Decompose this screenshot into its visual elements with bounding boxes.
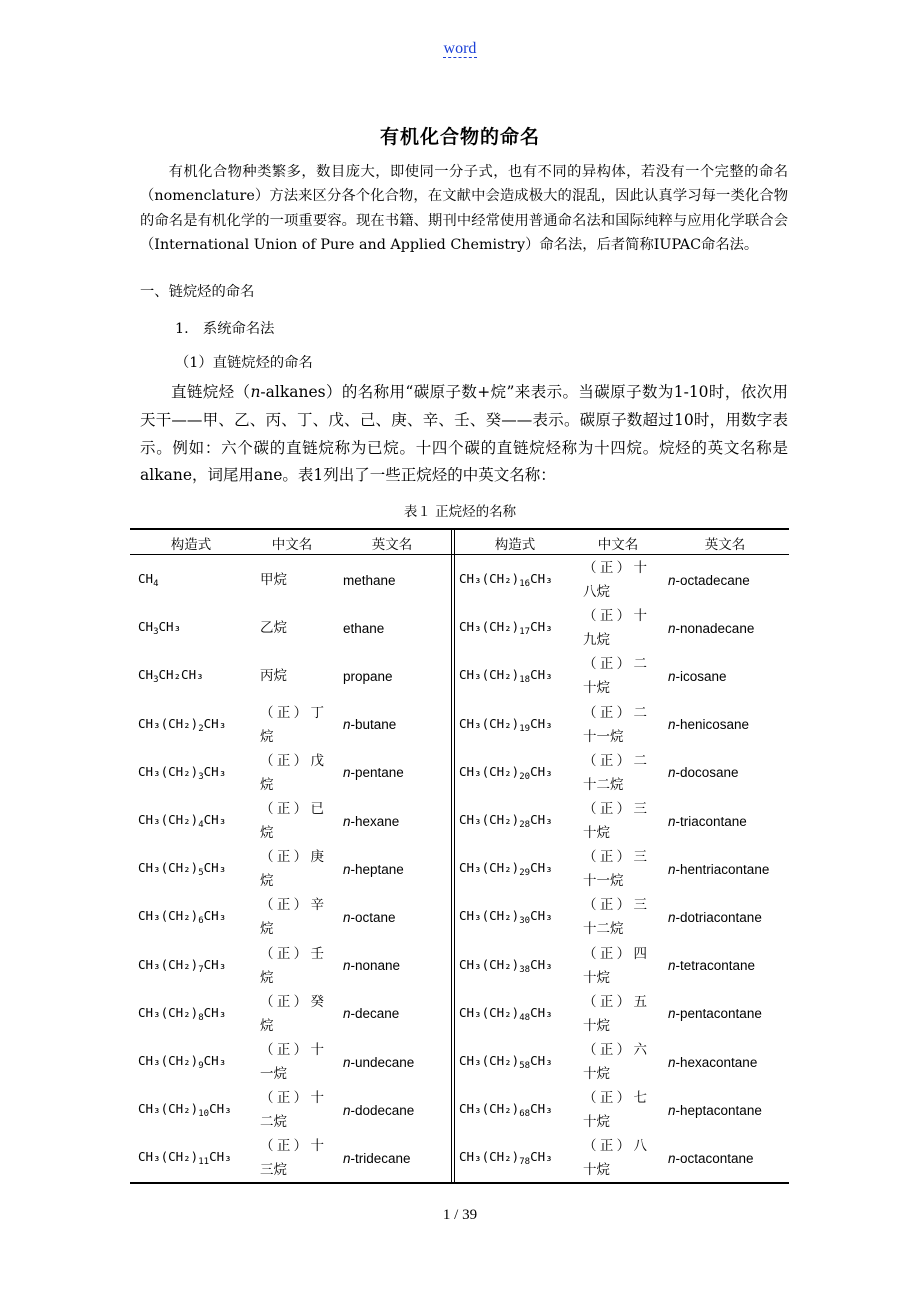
table-row xyxy=(130,1038,789,1086)
english-name: n-triacontane xyxy=(668,813,747,829)
col-header-chinese: 中文名 xyxy=(597,537,639,553)
english-name: n-octacontane xyxy=(668,1150,754,1166)
english-name: n-hentriacontane xyxy=(668,861,770,877)
chinese-name: （正）已烷 xyxy=(260,801,324,841)
col-header-english: 英文名 xyxy=(371,537,413,553)
para-italic-n: n xyxy=(250,383,261,401)
structural-formula: $CH_3(CH_2)_4CH_3$ xyxy=(138,812,227,830)
english-name: propane xyxy=(343,668,393,684)
structural-formula: $CH_3(CH_2)_{11}CH_3$ xyxy=(138,1149,232,1168)
table-row xyxy=(130,845,789,893)
english-name: n-undecane xyxy=(343,1054,415,1070)
subsubsection-heading: （1）直链烷烃的命名 xyxy=(175,355,313,371)
structural-formula: $CH_3(CH_2)_{30}CH_3$ xyxy=(459,908,553,927)
section-heading: 一、链烷烃的命名 xyxy=(140,284,255,300)
chinese-name: （正）六十烷 xyxy=(583,1042,647,1082)
chinese-name: （正）四十烷 xyxy=(583,945,647,986)
table-row xyxy=(130,797,789,845)
table-row xyxy=(130,701,789,749)
table-header-rule xyxy=(130,554,789,555)
table-row xyxy=(130,556,789,604)
col-header-formula: 构造式 xyxy=(494,537,536,553)
chinese-name: （正）五十烷 xyxy=(583,993,647,1034)
english-name: methane xyxy=(343,572,396,588)
structural-formula: $CH_3(CH_2)_9CH_3$ xyxy=(138,1053,227,1071)
structural-formula: $CH_3(CH_2)_{28}CH_3$ xyxy=(459,812,553,830)
chinese-name: （正）二十二烷 xyxy=(583,752,647,793)
english-name: n-octadecane xyxy=(668,572,750,588)
chinese-name: （正）十二烷 xyxy=(260,1090,324,1131)
english-name: n-pentacontane xyxy=(668,1006,762,1022)
structural-formula: $CH_3CH_3$ xyxy=(138,619,182,638)
chinese-name: （正）癸烷 xyxy=(260,993,324,1034)
english-name: n-octane xyxy=(343,909,396,925)
english-name: n-docosane xyxy=(668,765,739,781)
page-header xyxy=(0,40,920,58)
alkane-paragraph xyxy=(140,379,788,490)
english-name: n-hexacontane xyxy=(668,1054,758,1070)
structural-formula: $CH_3CH_2CH_3$ xyxy=(138,667,204,686)
table-top-rule xyxy=(130,528,789,530)
structural-formula: $CH_3(CH_2)_8CH_3$ xyxy=(138,1004,227,1023)
structural-formula: $CH_3(CH_2)_{17}CH_3$ xyxy=(459,619,553,638)
table-row xyxy=(130,942,789,990)
english-name: n-butane xyxy=(343,717,397,733)
structural-formula: $CH_3(CH_2)_{48}CH_3$ xyxy=(459,1004,553,1023)
english-name: n-decane xyxy=(343,1006,400,1022)
table-row xyxy=(130,749,789,797)
structural-formula: $CH_3(CH_2)_{38}CH_3$ xyxy=(459,956,553,975)
col-header-chinese: 中文名 xyxy=(271,537,313,553)
structural-formula: $CH_3(CH_2)_{16}CH_3$ xyxy=(459,571,553,589)
chinese-name: （正）庚烷 xyxy=(260,849,324,890)
english-name: n-icosane xyxy=(668,668,727,684)
table-row xyxy=(130,1134,789,1182)
structural-formula: $CH_3(CH_2)_3CH_3$ xyxy=(138,763,227,782)
english-name: ethane xyxy=(343,620,385,636)
structural-formula: $CH_3(CH_2)_2CH_3$ xyxy=(138,715,227,734)
english-name: n-heptane xyxy=(343,861,404,877)
chinese-name: （正）十八烷 xyxy=(583,560,647,600)
chinese-name: （正）丁烷 xyxy=(260,704,324,745)
chinese-name: （正）三十二烷 xyxy=(583,897,647,938)
table-row xyxy=(130,652,789,700)
word-link[interactable]: word xyxy=(443,40,477,57)
structural-formula: $CH_4$ xyxy=(138,571,159,589)
col-header-formula: 构造式 xyxy=(170,537,212,553)
chinese-name: （正）三十一烷 xyxy=(583,849,647,890)
chinese-name: 乙烷 xyxy=(260,620,287,637)
structural-formula: $CH_3(CH_2)_{29}CH_3$ xyxy=(459,860,553,879)
structural-formula: $CH_3(CH_2)_{19}CH_3$ xyxy=(459,715,553,734)
chinese-name: （正）戊烷 xyxy=(260,752,324,793)
col-header-english: 英文名 xyxy=(704,537,746,553)
chinese-name: （正）八十烷 xyxy=(583,1138,647,1179)
english-name: n-tetracontane xyxy=(668,958,756,974)
structural-formula: $CH_3(CH_2)_6CH_3$ xyxy=(138,908,227,927)
structural-formula: $CH_3(CH_2)_{18}CH_3$ xyxy=(459,667,553,686)
english-name: n-heptacontane xyxy=(668,1102,762,1118)
english-name: n-hexane xyxy=(343,813,400,829)
chinese-name: （正）二十烷 xyxy=(583,656,647,697)
chinese-name: （正）辛烷 xyxy=(260,897,324,938)
intro-paragraph: 有机化合物种类繁多，数目庞大，即使同一分子式，也有不同的异构体，若没有一个完整的命名（nomenclature）方法来区分各个化合物，在文献中会造成极大的混乱，因此认真学习每一类化合物的命名是有机化学的一项重要容。现在书籍、期刊中经常使用普通命名法和国际纯粹与应用化学联合会（International Union of Pure and Applied Chemistry）命名法，后者简称IUPAC命名法。 xyxy=(140,164,788,254)
chinese-name: （正）二十一烷 xyxy=(583,704,647,745)
chinese-name: 甲烷 xyxy=(260,572,287,588)
structural-formula: $CH_3(CH_2)_{20}CH_3$ xyxy=(459,763,553,782)
english-name: n-tridecane xyxy=(343,1150,411,1166)
chinese-name: 丙烷 xyxy=(260,668,287,685)
structural-formula: $CH_3(CH_2)_{58}CH_3$ xyxy=(459,1053,553,1071)
english-name: n-henicosane xyxy=(668,717,750,733)
page-number: 1 / 39 xyxy=(442,1207,478,1223)
table-caption: 表１ 正烷烃的名称 xyxy=(403,504,517,520)
structural-formula: $CH_3(CH_2)_{78}CH_3$ xyxy=(459,1149,553,1168)
para-text-rest: -alkanes）的名称用“碳原子数+烷”来表示。当碳原子数为1-10时，依次用天干——甲、乙、丙、丁、戊、己、庚、辛、壬、癸——表示。碳原子数超过10时，用数字表示。例如：六个碳的直链烷称为已烷。十四个碳的直链烷烃称为十四烷。烷烃的英文名称是alkane，词尾用ane。表1列出了一些正烷烃的中英文名称： xyxy=(140,383,788,485)
english-name: n-nonadecane xyxy=(668,620,755,636)
english-name: n-pentane xyxy=(343,765,404,781)
chinese-name: （正）七十烷 xyxy=(583,1090,647,1131)
subsection-heading: 1. 系统命名法 xyxy=(175,321,275,337)
table-row xyxy=(130,893,789,941)
structural-formula: $CH_3(CH_2)_5CH_3$ xyxy=(138,860,227,879)
para-text-start: 直链烷烃（ xyxy=(171,383,251,401)
table-row xyxy=(130,604,789,652)
chinese-name: （正）三十烷 xyxy=(583,801,647,841)
english-name: n-dotriacontane xyxy=(668,909,762,925)
english-name: n-dodecane xyxy=(343,1102,415,1118)
page-title: 有机化合物的命名 xyxy=(379,126,540,148)
chinese-name: （正）十九烷 xyxy=(583,608,647,649)
chinese-name: （正）壬烷 xyxy=(260,945,324,986)
table-row xyxy=(130,1086,789,1134)
chinese-name: （正）十一烷 xyxy=(260,1042,324,1082)
english-name: n-nonane xyxy=(343,958,401,974)
structural-formula: $CH_3(CH_2)_{10}CH_3$ xyxy=(138,1101,232,1120)
chinese-name: （正）十三烷 xyxy=(260,1138,324,1179)
table-row xyxy=(130,990,789,1038)
structural-formula: $CH_3(CH_2)_7CH_3$ xyxy=(138,956,227,975)
structural-formula: $CH_3(CH_2)_{68}CH_3$ xyxy=(459,1101,553,1120)
